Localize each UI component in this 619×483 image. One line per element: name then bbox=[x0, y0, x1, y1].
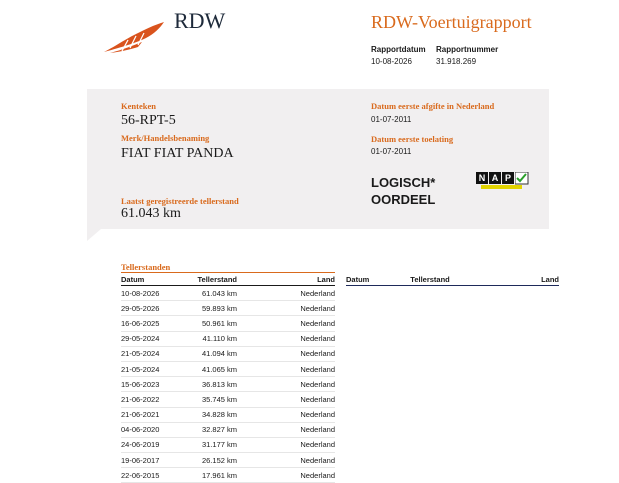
column-header-date: Datum bbox=[346, 273, 410, 286]
row-date: 16-06-2025 bbox=[121, 316, 181, 331]
row-odometer: 61.043 km bbox=[181, 286, 237, 301]
column-header-odometer: Tellerstand bbox=[410, 273, 460, 286]
row-odometer: 41.065 km bbox=[181, 361, 237, 376]
table-row bbox=[121, 301, 335, 316]
row-country: Nederland bbox=[237, 377, 335, 392]
table-row bbox=[121, 407, 335, 422]
table-header-row bbox=[346, 273, 559, 286]
verdict-line1: LOGISCH* bbox=[371, 175, 436, 190]
row-date: 29-05-2026 bbox=[121, 301, 181, 316]
table-row bbox=[121, 361, 335, 376]
table-row bbox=[121, 437, 335, 452]
plate-label: Kenteken bbox=[121, 101, 156, 111]
column-header-country: Land bbox=[237, 273, 335, 286]
panel-notch bbox=[87, 229, 101, 241]
odometer-label: Laatst geregistreerde tellerstand bbox=[121, 196, 239, 206]
first-admission-value: 01-07-2011 bbox=[371, 147, 412, 156]
nap-letter: P bbox=[502, 172, 514, 184]
row-odometer: 34.828 km bbox=[181, 407, 237, 422]
readings-title: Tellerstanden bbox=[121, 262, 171, 272]
make-value: FIAT FIAT PANDA bbox=[121, 146, 234, 161]
rdw-logo-icon bbox=[102, 20, 166, 56]
row-odometer: 31.177 km bbox=[181, 437, 237, 452]
row-odometer: 41.110 km bbox=[181, 331, 237, 346]
row-odometer: 26.152 km bbox=[181, 453, 237, 468]
row-date: 21-05-2024 bbox=[121, 346, 181, 361]
row-date: 22-06-2015 bbox=[121, 468, 181, 483]
table-row bbox=[121, 286, 335, 301]
first-issue-nl-label: Datum eerste afgifte in Nederland bbox=[371, 101, 495, 111]
checkmark-icon bbox=[515, 172, 529, 185]
table-row bbox=[121, 377, 335, 392]
report-date: 10-08-2026 bbox=[371, 57, 412, 66]
table-row bbox=[121, 346, 335, 361]
report-date-label: Rapportdatum bbox=[371, 45, 426, 54]
column-header-date: Datum bbox=[121, 273, 181, 286]
readings-table bbox=[121, 273, 335, 483]
table-row bbox=[121, 316, 335, 331]
row-country: Nederland bbox=[237, 346, 335, 361]
table-header-row bbox=[121, 273, 335, 286]
odometer-value: 61.043 km bbox=[121, 206, 181, 221]
row-country: Nederland bbox=[237, 453, 335, 468]
row-country: Nederland bbox=[237, 301, 335, 316]
row-country: Nederland bbox=[237, 407, 335, 422]
make-label: Merk/Handelsbenaming bbox=[121, 133, 210, 143]
row-country: Nederland bbox=[237, 286, 335, 301]
row-odometer: 36.813 km bbox=[181, 377, 237, 392]
report-number-label: Rapportnummer bbox=[436, 45, 499, 54]
row-country: Nederland bbox=[237, 331, 335, 346]
table-row bbox=[121, 453, 335, 468]
row-date: 10-08-2026 bbox=[121, 286, 181, 301]
table-row bbox=[121, 422, 335, 437]
row-country: Nederland bbox=[237, 468, 335, 483]
readings-body bbox=[121, 286, 335, 483]
row-date: 21-06-2021 bbox=[121, 407, 181, 422]
report-number: 31.918.269 bbox=[436, 57, 477, 66]
row-country: Nederland bbox=[237, 392, 335, 407]
row-odometer: 17.961 km bbox=[181, 468, 237, 483]
column-header-odometer: Tellerstand bbox=[181, 273, 237, 286]
readings-table-continued bbox=[346, 273, 559, 286]
first-admission-label: Datum eerste toelating bbox=[371, 134, 454, 144]
nap-letter: A bbox=[489, 172, 501, 184]
row-date: 21-05-2024 bbox=[121, 361, 181, 376]
column-header-country: Land bbox=[461, 273, 559, 286]
table-row bbox=[121, 331, 335, 346]
row-odometer: 35.745 km bbox=[181, 392, 237, 407]
table-row bbox=[121, 468, 335, 483]
row-date: 19-06-2017 bbox=[121, 453, 181, 468]
row-date: 15-06-2023 bbox=[121, 377, 181, 392]
row-country: Nederland bbox=[237, 437, 335, 452]
first-issue-nl-value: 01-07-2011 bbox=[371, 115, 412, 124]
row-odometer: 32.827 km bbox=[181, 422, 237, 437]
nap-letter: N bbox=[476, 172, 488, 184]
row-country: Nederland bbox=[237, 422, 335, 437]
row-date: 04-06-2020 bbox=[121, 422, 181, 437]
row-odometer: 59.893 km bbox=[181, 301, 237, 316]
plate-value: 56-RPT-5 bbox=[121, 113, 176, 128]
row-country: Nederland bbox=[237, 361, 335, 376]
logo-text: RDW bbox=[174, 8, 226, 33]
row-date: 29-05-2024 bbox=[121, 331, 181, 346]
report-title: RDW-Voertuigrapport bbox=[371, 12, 532, 32]
row-date: 21-06-2022 bbox=[121, 392, 181, 407]
nap-logo bbox=[476, 172, 529, 188]
row-odometer: 41.094 km bbox=[181, 346, 237, 361]
verdict-line2: OORDEEL bbox=[371, 192, 436, 207]
row-date: 24-06-2019 bbox=[121, 437, 181, 452]
row-country: Nederland bbox=[237, 316, 335, 331]
row-odometer: 50.961 km bbox=[181, 316, 237, 331]
table-row bbox=[121, 392, 335, 407]
